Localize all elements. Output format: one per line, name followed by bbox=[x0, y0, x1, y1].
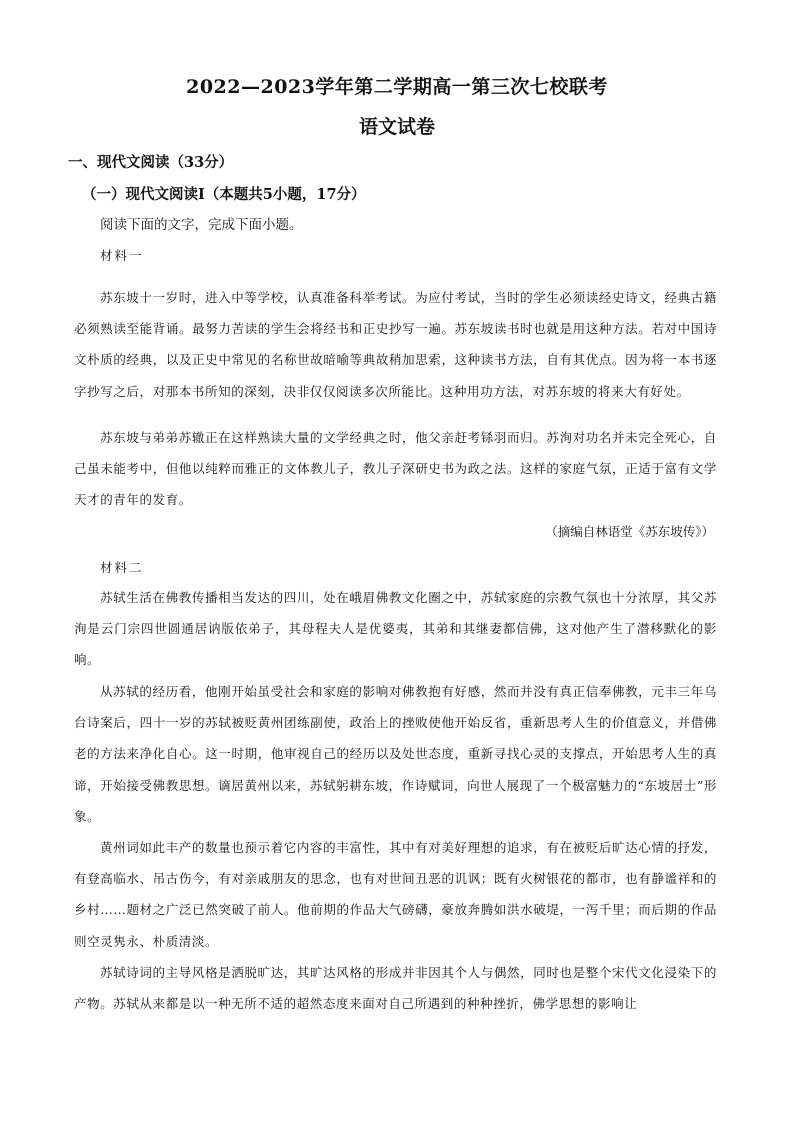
material-1-label: 材料一 bbox=[100, 248, 144, 263]
section-heading: 一、现代文阅读（33分） bbox=[68, 154, 234, 171]
material-2-paragraph-4: 苏轼诗词的主导风格是洒脱旷达，其旷达风格的形成并非因其个人与偶然，同时也是整个宋代文化浸染下的产物。苏轼从来都是以一种无所不适的超然态度来面对自己所遇到的种种挫折，佛学思想的影响让 bbox=[74, 965, 717, 1012]
material-2-paragraph-3: 黄州词如此丰产的数量也预示着它内容的丰富性，其中有对美好理想的追求，有在被贬后旷达心情的抒发，有登高临水、吊古伤今，有对亲戚朋友的思念，也有对世间丑恶的讥讽；既有火树银花的都市，也有静谧祥和的乡村……题材之广泛已然突破了前人。他前期的作品大气磅礴，豪放奔腾如洪水破堤，一泻千里；而后期的作品则空灵隽永、朴质清淡。 bbox=[74, 840, 717, 949]
material-1-paragraph-1: 苏东坡十一岁时，进入中等学校，认真准备科举考试。为应付考试，当时的学生必须读经史诗文，经典古籍必须熟读至能背诵。最努力苦读的学生会将经书和正史抄写一遍。苏东坡读书时也就是用这种方法。若对中国诗文朴质的经典，以及正史中常见的名称世故暗喻等典故稍加思索，这种读书方法，自有其优点。因为将一本书逐字抄写之后，对那本书所知的深刻，决非仅仅阅读多次所能比。这种用功方法，对苏东坡的将来大有好处。 bbox=[74, 290, 717, 399]
exam-title: 2022—2023学年第二学期高一第三次七校联考 bbox=[186, 76, 608, 98]
subsection-heading: （一）现代文阅读Ⅰ（本题共5小题，17分） bbox=[82, 186, 366, 203]
exam-subtitle: 语文试卷 bbox=[358, 116, 435, 138]
reading-instruction: 阅读下面的文字，完成下面小题。 bbox=[100, 217, 303, 233]
material-2-paragraph-1: 苏轼生活在佛教传播相当发达的四川，处在峨眉佛教文化圈之中，苏轼家庭的宗教气氛也十分浓厚，其父苏洵是云门宗四世圆通居讷版依弟子，其母程夫人是优婆夷，其弟和其继妻都信佛，这对他产生了潜移默化的影响。 bbox=[74, 590, 717, 668]
material-2-paragraph-2: 从苏轼的经历看，他刚开始虽受社会和家庭的影响对佛教抱有好感，然而并没有真正信奉佛教，元丰三年乌台诗案后，四十一岁的苏轼被贬黄州团练副使，政治上的挫败使他开始反省，重新思考人生的价值意义，并借佛老的方法来净化自心。这一时期，他审视自己的经历以及处世态度，重新寻找心灵的支撑点，开始思考人生的真谛，开始接受佛教思想。谪居黄州以来，苏轼躬耕东坡，作诗赋词，向世人展现了一个极富魅力的“东坡居士”形象。 bbox=[74, 684, 717, 824]
material-1-paragraph-2: 苏东坡与弟弟苏辙正在这样熟读大量的文学经典之时，他父亲赶考铩羽而归。苏洵对功名并未完全死心，自己虽未能考中，但他以纯粹而雅正的文体教儿子，教儿子深研史书为政之法。这样的家庭气氛，正适于富有文学天才的青年的发育。 bbox=[74, 430, 717, 508]
material-1-source: （摘编自林语堂《苏东坡传》） bbox=[545, 524, 714, 539]
material-2-label: 材料二 bbox=[100, 560, 144, 575]
